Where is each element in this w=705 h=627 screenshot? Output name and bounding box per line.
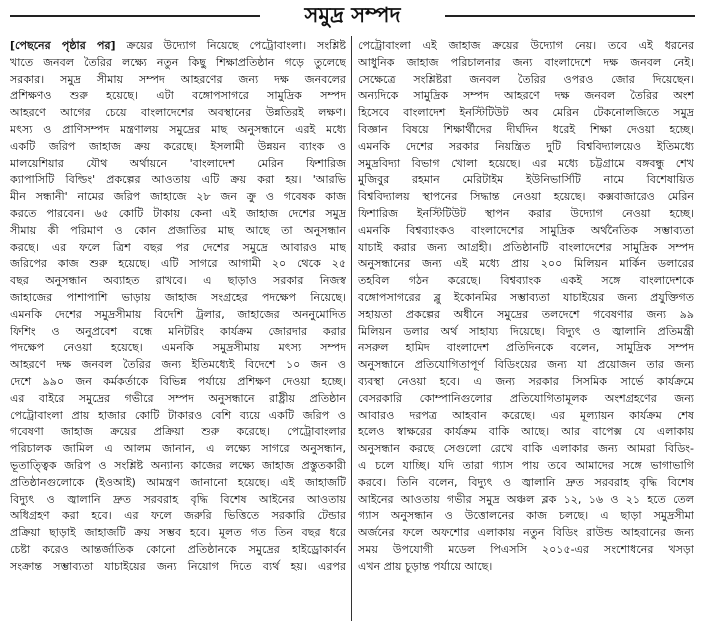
text-line: অনুসন্ধানের জন্য এই মধ্যে প্রায় ২০০ মিলিয়ন মার্কিন ডলারের <box>358 257 694 271</box>
text-line: জরিপের কাজ শুরু হয়েছে। এটি সাগরে আগামী ২০ থেকে ২৫ <box>10 257 346 271</box>
text-line: অর্জনের ফলে অফশোর এলাকায় নতুন বিডিং রাউন্ড আহবানের জন্য <box>358 526 694 540</box>
text-line: বিদ্যুৎ ও জ্বালানি দ্রুত সরবরাহ বৃদ্ধি বিশেষ আইনের আওতায় <box>10 492 346 506</box>
text-line: অনুসন্ধান করছে সেগুলো রেখে বাকি এলাকার জন্য আমরা বিডিং- <box>358 442 694 456</box>
text-line: ব্যবস্থা নেওয়া হবে। এ জন্য সরকার সিসমিক সার্ভে কার্যক্রমে <box>358 374 694 388</box>
headline-rule-left <box>10 15 260 17</box>
text-line: এমনকি দেশের সরকার নিয়ন্ত্রিত দুটি বিশ্ববিদ্যালয়েও ইতিমধ্যে <box>358 139 694 153</box>
article-column-right <box>358 38 694 576</box>
text-line: বিশ্ববিদ্যালয় স্থাপনের সিদ্ধান্ত নেওয়া হয়েছে। কক্সবাজারেও মেরিন <box>358 190 694 204</box>
text-line: আধুনিক জাহাজ পরিচালনার জন্য বাংলাদেশে দক্ষ জনবল নেই। <box>358 55 694 69</box>
text-line: মৎস্য ও প্রাণিসম্পদ মন্ত্রণালয় সমুদ্রের মাছ অনুসন্ধানে এরই মধ্যে <box>10 122 346 136</box>
text-line: এর বাইরে সমুদ্রের গভীরে সম্পদ অনুসন্ধানে রাষ্ট্রীয় প্রতিষ্ঠান <box>10 391 346 405</box>
text-line: নসরুল হামিদ বাংলাদেশ প্রতিদিনকে বলেন, সামুদ্রিক সম্পদ <box>358 341 694 355</box>
text-line: হলেও স্বাক্ষরের কার্যক্রম বাকি আছে। আর বাপেক্স যে এলাকায় <box>358 425 694 439</box>
text-line: মুজিবুর রহমান মেরিটাইম ইউনিভার্সিটি নামে বিশেষায়িত <box>358 173 694 187</box>
column-divider <box>351 36 352 621</box>
text-line: আহরণে আগের চেয়ে বাংলাদেশের অবস্থানের উন্নতিরই লক্ষণ। <box>10 106 346 120</box>
text-line: সীমায় কী পরিমাণ ও কোন প্রজাতির মাছ আছে তা অনুসন্ধান <box>10 223 346 237</box>
text-line: ফিশিং ও অনুপ্রবেশ বন্ধে মনিটরিং কার্যক্রম জোরদার করার <box>10 324 346 338</box>
text-line: গ্যাস অনুসন্ধান ও উত্তোলনের কাজ চলছে। এ ছাড়া সমুদ্রসীমা <box>358 509 694 523</box>
text-line: আহরণে দক্ষ জনবল তৈরির জন্য ইতিমধ্যেই বিদেশে ১০ জন ও <box>10 358 346 372</box>
text-line: বঙ্গোপসাগরের ব্লু ইকোনমির সম্ভাব্যতা যাচাইয়ের জন্য প্রযুক্তিগত <box>358 290 694 304</box>
text-line: জাহাজের পাশাপাশি ভাড়ায় জাহাজ সংগ্রহের পদক্ষেপ নিয়েছে। <box>10 290 346 304</box>
text-line: প্রতিষ্ঠানগুলোকে (ইওআই) আমন্ত্রণ জানানো হয়েছে। এই জাহাজটি <box>10 475 346 489</box>
text-line: খাতে জনবল তৈরির লক্ষ্যে নতুন কিছু শিক্ষাপ্রতিষ্ঠান গড়ে তুলেছে <box>10 55 346 69</box>
headline-block <box>0 0 705 34</box>
headline-rule-right <box>445 15 695 17</box>
text-line: মালয়েশিয়ার যৌথ অর্থায়নে 'বাংলাদেশ মেরিন ফিশারিজ <box>10 156 346 170</box>
text-line: দেশে ৯৯০ জন কর্মকর্তাকে বিভিন্ন পর্যায়ে প্রশিক্ষণ দেওয়া হচ্ছে। <box>10 374 346 388</box>
text-line: বছর অনুসন্ধান অব্যাহত রাখবে। এ ছাড়াও সরকার নিজস্ব <box>10 274 346 288</box>
text-line: করছে। এর ফলে ত্রিশ বছর পর দেশের সমুদ্রে আবারও মাছ <box>10 240 346 254</box>
text-line: বেসরকারি কোম্পানিগুলোর প্রতিযোগিতামূলক অংশগ্রহণের জন্য <box>358 391 694 405</box>
text-line: গবেষণা জাহাজ ক্রয়ের প্রক্রিয়া শুরু করেছে। পেট্রোবাংলার <box>10 425 346 439</box>
text-line: সমুদ্রবিদ্যা বিভাগ খোলা হয়েছে। এর মধ্যে চট্টগ্রামে বঙ্গবন্ধু শেখ <box>358 156 694 170</box>
text-line: মীন সন্ধানী' নামের জরিপ জাহাজে ২৮ জন ক্রু ও গবেষক কাজ <box>10 190 346 204</box>
text-line: পরিচালক জামিল এ আলম জানান, এ লক্ষ্যে সাগরে অনুসন্ধান, <box>10 442 346 456</box>
text-line: সময় উপযোগী মডেল পিএসসি ২০১৫-এর সংশোধনের খসড়া <box>358 542 694 556</box>
text-line: ক্যাপাসিটি বিল্ডিং' প্রকল্পের আওতায় এটি ক্রয় করা হয়। 'আরভি <box>10 173 346 187</box>
text-line: পেট্রোবাংলা প্রায় হাজার কোটি টাকারও বেশি ব্যয়ে একটি জরিপ ও <box>10 408 346 422</box>
text-line: এখন প্রায় চূড়ান্ত পর্যায়ে আছে। <box>358 559 493 573</box>
text-line: প্রশিক্ষণও শুরু হয়েছে। এটা বঙ্গোপসাগরে সামুদ্রিক সম্পদ <box>10 89 346 103</box>
text-line: তহবিল গঠন করেছে। বিশ্বব্যাংক একই সঙ্গে বাংলাদেশকে <box>358 274 694 288</box>
text-line: করতে পারবেন। ৬৫ কোটি টাকায় কেনা এই জাহাজ দেশের সমুদ্র <box>10 206 346 220</box>
text-line: সরকার। সমুদ্র সীমায় সম্পদ আহরণের জন্য দক্ষ জনবলের <box>10 72 346 86</box>
text-line: মিলিয়ন ডলার অর্থ সাহায্য দিয়েছে। বিদ্যুৎ ও জ্বালানি প্রতিমন্ত্রী <box>358 324 694 338</box>
text-line: এ চলে যাচ্ছি। যদি তারা গ্যাস পায় তবে আমাদের সঙ্গে ভাগাভাগি <box>358 458 694 472</box>
text-line: করবে। তিনি বলেন, বিদ্যুৎ ও জ্বালানি দ্রুত সরবরাহ বৃদ্ধি বিশেষ <box>358 475 694 489</box>
text-line: এমনকি দেশের সমুদ্রসীমায় বিদেশি ট্রলার, জাহাজের অননুমোদিত <box>10 307 346 321</box>
text-line: পদক্ষেপ নেওয়া হয়েছে। এমনকি সমুদ্রসীমায় মৎস্য সম্পদ <box>10 341 346 355</box>
article-column-left <box>10 38 346 576</box>
text-line: অন্যদিকে সামুদ্রিক সম্পদ আহরণে দক্ষ জনবল তৈরির অংশ <box>358 89 694 103</box>
text-line: এমনকি বিশ্বব্যাংকও বাংলাদেশের সামুদ্রিক অর্থনৈতিক সম্ভাব্যতা <box>358 223 694 237</box>
page-title: সমুদ্র সম্পদ <box>304 2 401 27</box>
text-line: প্রক্রিয়া ছাড়াই জাহাজটি ক্রয় সম্ভব হবে। মূলত গত তিন বছর ধরে <box>10 526 346 540</box>
text-line: পেট্রোবাংলা এই জাহাজ ক্রয়ের উদ্যোগ নেয়। তবে এই ধরনের <box>358 39 694 52</box>
text-line: একটি জরিপ জাহাজ ক্রয় করেছে। ইসলামী উন্নয়ন ব্যাংক ও <box>10 139 346 153</box>
text-line: সেক্ষেত্রে সংশ্লিষ্টরা জনবল তৈরির ওপরও জোর দিয়েছেন। <box>358 72 694 86</box>
text-line: [পেছনের পৃষ্ঠার পর] ক্রয়ের উদ্যোগ নিয়েছে পেট্রোবাংলা। সংশ্লিষ্ট <box>10 39 346 52</box>
text-line: বিজ্ঞান বিষয়ে শিক্ষার্থীদের দীর্ঘদিন ধরেই শিক্ষা দেওয়া হচ্ছে। <box>358 122 694 136</box>
text-line: ফিশারিজ ইনস্টিটিউট স্থাপন করার উদ্যোগ নেওয়া হচ্ছে। <box>358 206 694 220</box>
text-line: হিসেবে বাংলাদেশ ইনস্টিটিউট অব মেরিন টেকনোলজিতে সমুদ্র <box>358 106 694 120</box>
text-line: চেষ্টা করেও আন্তর্জাতিক কোনো প্রতিষ্ঠানকে সমুদ্রের হাইড্রোকার্বন <box>10 542 346 556</box>
text-line: আইনের আওতায় গভীর সমুদ্র অঞ্চল ব্লক ১২, ১৬ ও ২১ হতে তেল <box>358 492 694 506</box>
text-line: অধিগ্রহণ করা হবে। এর ফলে জরুরি ভিত্তিতে সরকারি টেন্ডার <box>10 509 346 523</box>
text-line: অনুসন্ধানে প্রতিযোগিতাপূর্ণ বিডিংয়ের জন্য যা প্রয়োজন তার জন্য <box>358 358 694 372</box>
text-line: আবারও দরপত্র আহবান করেছে। এর মূল্যায়ন কার্যক্রম শেষ <box>358 408 694 422</box>
text-line: সংক্রান্ত সম্ভাব্যতা যাচাইয়ের জন্য নিয়োগ দিতে ব্যর্থ হয়। এরপর <box>10 559 346 573</box>
continued-tag: [পেছনের পৃষ্ঠার পর] <box>10 39 116 52</box>
text-line: ভূতাত্ত্বিক জরিপ ও সংশ্লিষ্ট অন্যান্য কাজের লক্ষ্যে জাহাজ প্রস্তুতকারী <box>10 458 346 472</box>
text-line: যাচাই করার জন্য আগ্রহী। প্রতিষ্ঠানটি বাংলাদেশের সামুদ্রিক সম্পদ <box>358 240 694 254</box>
text-line: সহায়তা প্রকল্পের অধীনে সমুদ্রের তলদেশে গবেষণার জন্য ৯৯ <box>358 307 694 321</box>
